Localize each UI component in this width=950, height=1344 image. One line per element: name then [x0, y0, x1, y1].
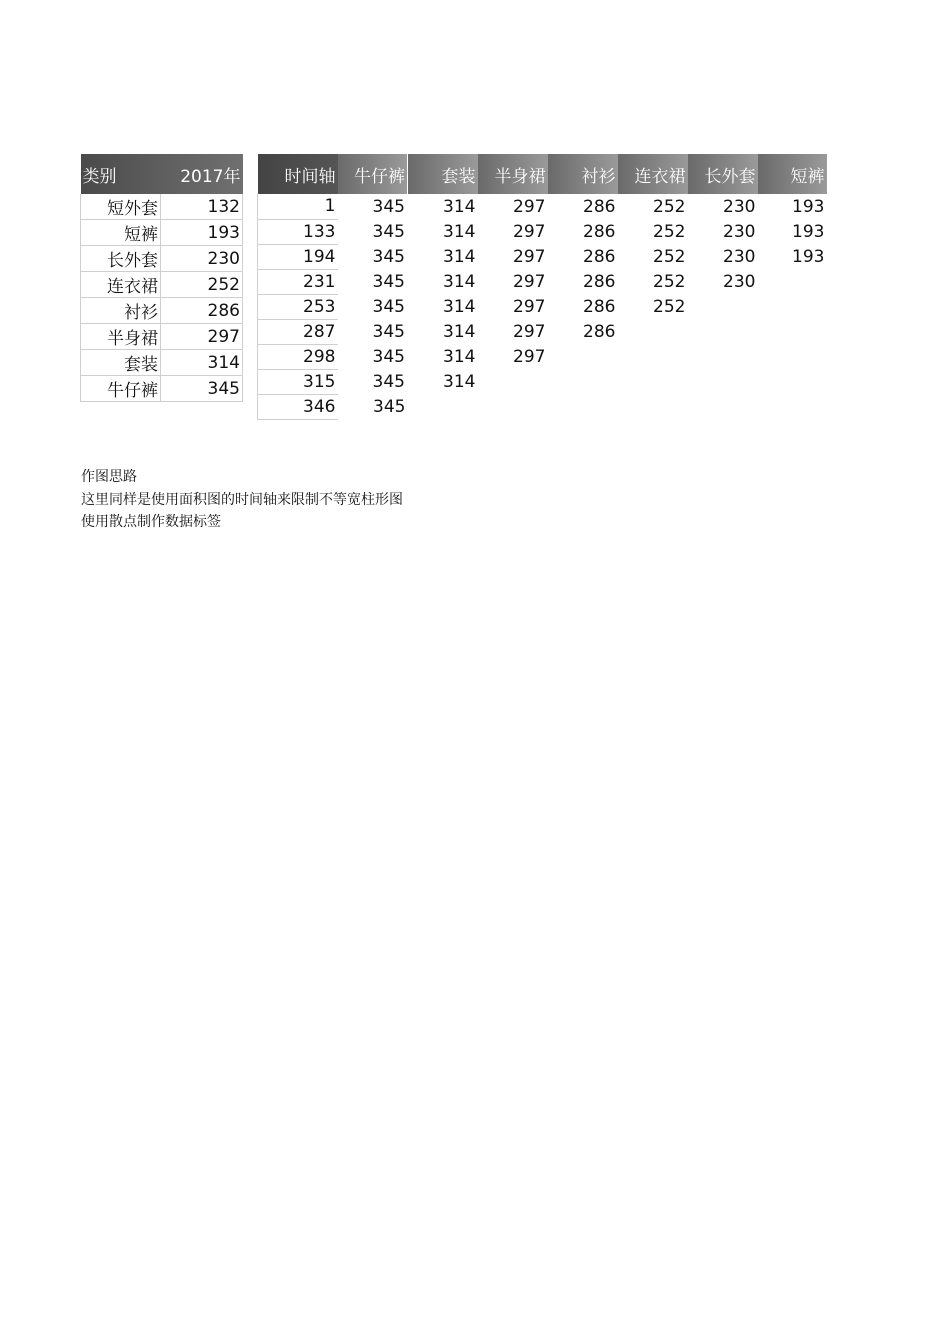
note-line: 这里同样是使用面积图的时间轴来限制不等宽柱形图: [81, 491, 403, 508]
value-cell[interactable]: 345: [372, 371, 405, 392]
header-timeline: 时间轴: [258, 154, 338, 194]
value-cell[interactable]: 297: [513, 296, 546, 317]
value-cell[interactable]: 230: [723, 196, 756, 217]
value-cell[interactable]: [478, 394, 548, 419]
header-year: 2017年: [161, 154, 243, 194]
value-cell[interactable]: [758, 369, 827, 394]
value-cell[interactable]: 252: [653, 296, 686, 317]
note-line: 作图思路: [81, 469, 137, 485]
value-cell[interactable]: 314: [443, 296, 476, 317]
header-series: 长外套: [688, 154, 758, 194]
header-series: 连衣裙: [618, 154, 688, 194]
value-cell[interactable]: 314: [443, 321, 476, 342]
category-header-row: [81, 154, 243, 194]
table-row: [81, 376, 243, 402]
timeline-cell[interactable]: 287: [258, 319, 338, 344]
value-cell[interactable]: 230: [723, 246, 756, 267]
category-cell[interactable]: 连衣裙: [81, 272, 161, 298]
value-cell[interactable]: 193: [792, 246, 825, 267]
table-row: [258, 194, 827, 219]
category-cell[interactable]: 长外套: [81, 246, 161, 272]
value-cell[interactable]: 345: [161, 376, 243, 402]
table-row: [81, 194, 243, 220]
value-cell[interactable]: [478, 369, 548, 394]
value-cell[interactable]: 297: [513, 271, 546, 292]
timeline-cell[interactable]: 298: [258, 344, 338, 369]
value-cell[interactable]: 286: [583, 196, 616, 217]
header-series: 牛仔裤: [338, 154, 408, 194]
header-series: 衬衫: [548, 154, 618, 194]
table-row: [81, 246, 243, 272]
value-cell[interactable]: 314: [443, 246, 476, 267]
value-cell[interactable]: [618, 369, 688, 394]
value-cell[interactable]: 230: [723, 221, 756, 242]
value-cell[interactable]: [618, 344, 688, 369]
category-cell[interactable]: 短外套: [81, 194, 161, 220]
value-cell[interactable]: 132: [161, 194, 243, 220]
timeline-body: [258, 194, 827, 419]
timeline-cell[interactable]: 1: [258, 194, 338, 219]
value-cell[interactable]: 345: [372, 196, 405, 217]
table-row: [258, 344, 827, 369]
value-cell[interactable]: [688, 344, 758, 369]
value-cell[interactable]: 345: [372, 246, 405, 267]
table-row: [258, 369, 827, 394]
value-cell[interactable]: 345: [373, 396, 406, 417]
value-cell[interactable]: 314: [443, 196, 476, 217]
notes-block: [81, 466, 403, 534]
value-cell[interactable]: [618, 394, 688, 419]
value-cell[interactable]: [758, 269, 827, 294]
header-category: 类别: [81, 154, 161, 194]
category-cell[interactable]: 衬衫: [81, 298, 161, 324]
value-cell[interactable]: [758, 319, 827, 344]
value-cell[interactable]: 193: [792, 221, 825, 242]
header-series: 套装: [408, 154, 478, 194]
value-cell[interactable]: 314: [161, 350, 243, 376]
timeline-cell[interactable]: 231: [258, 269, 338, 294]
table-row: [258, 394, 827, 419]
note-line: 使用散点制作数据标签: [81, 514, 221, 530]
timeline-cell[interactable]: 253: [258, 294, 338, 319]
value-cell[interactable]: 252: [653, 196, 686, 217]
value-cell[interactable]: 314: [443, 346, 476, 367]
value-cell[interactable]: [688, 319, 758, 344]
value-cell[interactable]: 345: [372, 346, 405, 367]
value-cell[interactable]: 297: [513, 196, 546, 217]
timeline-cell[interactable]: 315: [258, 369, 338, 394]
value-cell[interactable]: 314: [443, 271, 476, 292]
category-cell[interactable]: 牛仔裤: [81, 376, 161, 402]
table-row: [81, 324, 243, 350]
value-cell[interactable]: 314: [443, 221, 476, 242]
value-cell[interactable]: 193: [161, 220, 243, 246]
value-cell[interactable]: 314: [443, 371, 476, 392]
value-cell[interactable]: 345: [372, 321, 405, 342]
value-cell[interactable]: 297: [513, 246, 546, 267]
category-cell[interactable]: 套装: [81, 350, 161, 376]
value-cell[interactable]: 193: [792, 196, 825, 217]
header-series: 半身裙: [478, 154, 548, 194]
timeline-cell[interactable]: 346: [258, 394, 338, 419]
timeline-cell[interactable]: 133: [258, 219, 338, 244]
value-cell[interactable]: 252: [653, 246, 686, 267]
value-cell[interactable]: 286: [583, 246, 616, 267]
value-cell[interactable]: 230: [161, 246, 243, 272]
timeline-table: [257, 154, 827, 420]
value-cell[interactable]: 286: [583, 271, 616, 292]
value-cell[interactable]: [548, 394, 618, 419]
value-cell[interactable]: 286: [583, 221, 616, 242]
table-row: [258, 269, 827, 294]
value-cell[interactable]: 230: [723, 271, 756, 292]
table-row: [258, 244, 827, 269]
header-series: 短裤: [758, 154, 827, 194]
table-row: [258, 219, 827, 244]
value-cell[interactable]: [688, 369, 758, 394]
timeline-cell[interactable]: 194: [258, 244, 338, 269]
value-cell[interactable]: 252: [653, 221, 686, 242]
value-cell[interactable]: [758, 394, 827, 419]
value-cell[interactable]: 297: [513, 346, 546, 367]
table-row: [81, 220, 243, 246]
value-cell[interactable]: [618, 319, 688, 344]
table-row: [81, 350, 243, 376]
value-cell[interactable]: [688, 394, 758, 419]
category-cell[interactable]: 短裤: [81, 220, 161, 246]
value-cell[interactable]: 345: [372, 221, 405, 242]
table-row: [81, 298, 243, 324]
value-cell[interactable]: 286: [583, 321, 616, 342]
value-cell[interactable]: 286: [161, 298, 243, 324]
value-cell[interactable]: 297: [161, 324, 243, 350]
value-cell[interactable]: [548, 344, 618, 369]
value-cell[interactable]: 297: [513, 321, 546, 342]
value-cell[interactable]: 252: [161, 272, 243, 298]
value-cell[interactable]: [758, 294, 827, 319]
table-row: [81, 272, 243, 298]
category-cell[interactable]: 半身裙: [81, 324, 161, 350]
value-cell[interactable]: [758, 344, 827, 369]
value-cell[interactable]: 252: [653, 271, 686, 292]
category-table: [80, 154, 243, 402]
value-cell[interactable]: 345: [372, 271, 405, 292]
value-cell[interactable]: [688, 294, 758, 319]
value-cell[interactable]: [548, 369, 618, 394]
timeline-header-row: [258, 154, 827, 194]
value-cell[interactable]: 297: [513, 221, 546, 242]
value-cell[interactable]: 345: [372, 296, 405, 317]
value-cell[interactable]: 286: [583, 296, 616, 317]
table-row: [258, 294, 827, 319]
value-cell[interactable]: [408, 394, 478, 419]
table-row: [258, 319, 827, 344]
